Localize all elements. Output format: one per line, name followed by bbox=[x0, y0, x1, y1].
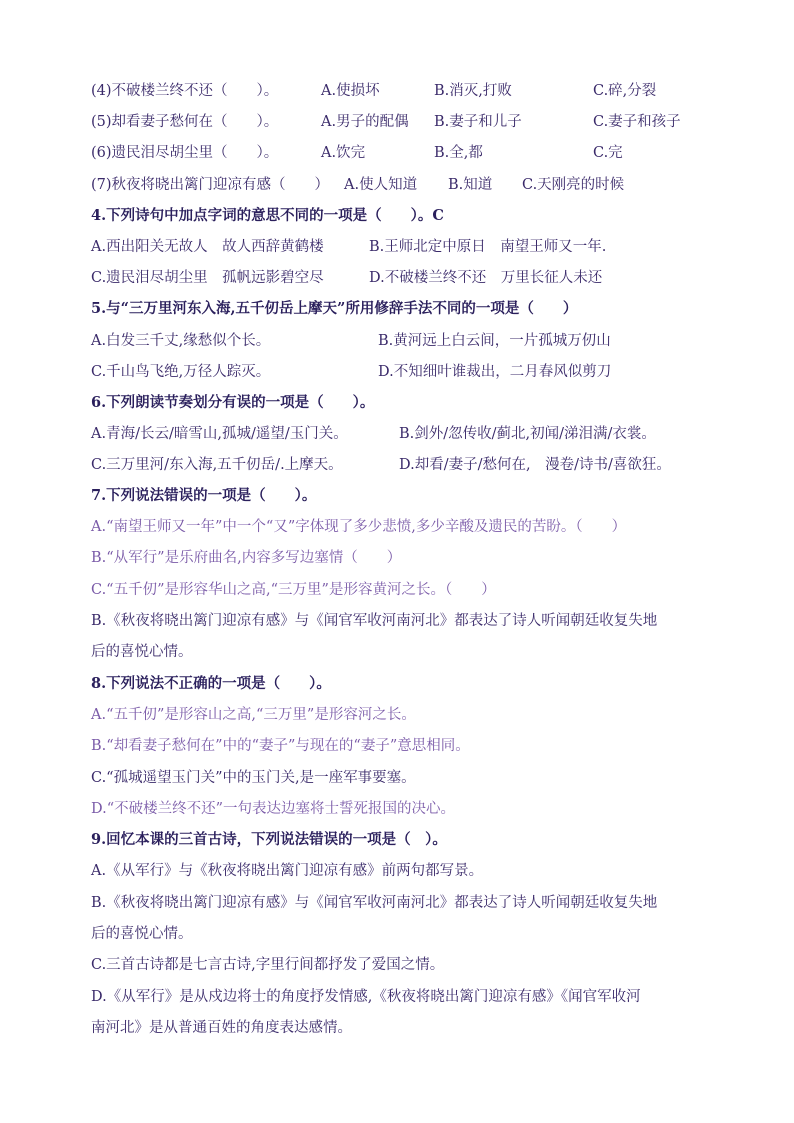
question-7-option-d-line-2: 后的喜悦心情。 bbox=[91, 644, 193, 660]
option-a: A.使损坏 bbox=[321, 83, 380, 99]
question-7-option-b: B.“从军行”是乐府曲名,内容多写边塞情（ ） bbox=[91, 550, 402, 566]
question-9-option-b-line-2: 后的喜悦心情。 bbox=[91, 926, 193, 942]
sub-item-stem: (6)遗民泪尽胡尘里（ ）。 bbox=[91, 145, 279, 161]
sub-item-stem: (5)却看妻子愁何在（ ）。 bbox=[91, 114, 279, 130]
option-c: C.三万里河/东入海,五千仞岳/.上摩天。 bbox=[91, 457, 343, 473]
sub-item-stem: (7)秋夜将晓出篱门迎凉有感（ ） bbox=[91, 177, 330, 193]
question-9-option-b-line-1: B.《秋夜将晓出篱门迎凉有感》与《闻官军收河南河北》都表达了诗人听闻朝廷收复失地 bbox=[91, 895, 658, 911]
question-6-row-2 bbox=[91, 454, 711, 476]
sub-item-6 bbox=[91, 142, 711, 164]
option-a: A.青海/长云/暗雪山,孤城/遥望/玉门关。 bbox=[91, 426, 348, 442]
option-c: C.千山鸟飞绝,万径人踪灭。 bbox=[91, 364, 271, 380]
option-d: D.却看/妻子/愁何在, 漫卷/诗书/喜欲狂。 bbox=[399, 457, 671, 473]
question-7-option-d-line-1: B.《秋夜将晓出篱门迎凉有感》与《闻官军收河南河北》都表达了诗人听闻朝廷收复失地 bbox=[91, 613, 658, 629]
option-b: B.消灭,打败 bbox=[434, 83, 512, 99]
option-a: A.白发三千丈,缘愁似个长。 bbox=[91, 333, 271, 349]
option-c: C.天刚亮的时候 bbox=[522, 177, 625, 193]
sub-item-7 bbox=[91, 174, 651, 196]
option-b: B.王师北定中原日 南望王师又一年. bbox=[369, 239, 607, 255]
option-b: B.黄河远上白云间，一片孤城万仞山 bbox=[378, 333, 611, 349]
sub-item-5 bbox=[91, 111, 711, 133]
option-a: A.男子的配偶 bbox=[321, 114, 409, 130]
question-7-title: 7.下列说法错误的一项是（ ）。 bbox=[91, 487, 317, 504]
question-4-row-1 bbox=[91, 236, 651, 258]
option-a: A.使人知道 bbox=[344, 177, 418, 193]
option-c: C.碎,分裂 bbox=[593, 83, 657, 99]
question-4-row-2 bbox=[91, 267, 651, 289]
question-9-option-a: A.《从军行》与《秋夜将晓出篱门迎凉有感》前两句都写景。 bbox=[91, 863, 484, 879]
question-6-row-1 bbox=[91, 423, 711, 445]
option-c: C.遗民泪尽胡尘里 孤帆远影碧空尽 bbox=[91, 270, 324, 286]
option-b: B.全,都 bbox=[434, 145, 483, 161]
question-9-title: 9.回忆本课的三首古诗，下列说法错误的一项是（ ）。 bbox=[91, 831, 447, 848]
option-a: A.西出阳关无故人 故人西辞黄鹤楼 bbox=[91, 239, 324, 255]
question-9-option-d-line-1: D.《从军行》是从戍边将士的角度抒发情感,《秋夜将晓出篱门迎凉有感》《闻官军收河 bbox=[91, 989, 641, 1005]
sub-item-stem: (4)不破楼兰终不还（ ）。 bbox=[91, 83, 279, 99]
option-b: B.知道 bbox=[448, 177, 493, 193]
option-c: C.完 bbox=[593, 145, 623, 161]
option-b: B.妻子和儿子 bbox=[434, 114, 522, 130]
question-8-option-b: B.“却看妻子愁何在”中的“妻子”与现在的“妻子”意思相同。 bbox=[91, 738, 470, 754]
question-5-title: 5.与“三万里河东入海,五千仞岳上摩天”所用修辞手法不同的一项是（ ） bbox=[91, 300, 578, 317]
question-8-option-d: D.“不破楼兰终不还”一句表达边塞将士誓死报国的决心。 bbox=[91, 801, 456, 817]
question-6-title: 6.下列朗读节奏划分有误的一项是（ ）。 bbox=[91, 394, 375, 411]
question-8-option-c: C.“孤城遥望玉门关”中的玉门关,是一座军事要塞。 bbox=[91, 770, 416, 786]
option-d: D.不破楼兰终不还 万里长征人未还 bbox=[369, 270, 603, 286]
question-9-option-c: C.三首古诗都是七言古诗,字里行间都抒发了爱国之情。 bbox=[91, 957, 445, 973]
sub-item-4 bbox=[91, 80, 711, 102]
question-7-option-c: C.“五千仞”是形容华山之高,“三万里”是形容黄河之长。（ ） bbox=[91, 582, 496, 598]
question-4-title: 4.下列诗句中加点字词的意思不同的一项是（ ）。C bbox=[91, 207, 444, 224]
option-b: B.剑外/忽传收/蓟北,初闻/涕泪满/衣裳。 bbox=[399, 426, 656, 442]
question-5-row-2 bbox=[91, 361, 651, 383]
option-a: A.饮完 bbox=[321, 145, 366, 161]
question-5-row-1 bbox=[91, 330, 651, 352]
option-d: D.不知细叶谁裁出，二月春风似剪刀 bbox=[378, 364, 612, 380]
question-8-title: 8.下列说法不正确的一项是（ ）。 bbox=[91, 675, 331, 692]
option-c: C.妻子和孩子 bbox=[593, 114, 681, 130]
question-7-option-a: A.“南望王师又一年”中一个“又”字体现了多少悲愤,多少辛酸及遗民的苦盼。（ ） bbox=[91, 519, 627, 535]
question-8-option-a: A.“五千仞”是形容山之高,“三万里”是形容河之长。 bbox=[91, 707, 416, 723]
question-9-option-d-line-2: 南河北》是从普通百姓的角度表达感情。 bbox=[91, 1020, 352, 1036]
